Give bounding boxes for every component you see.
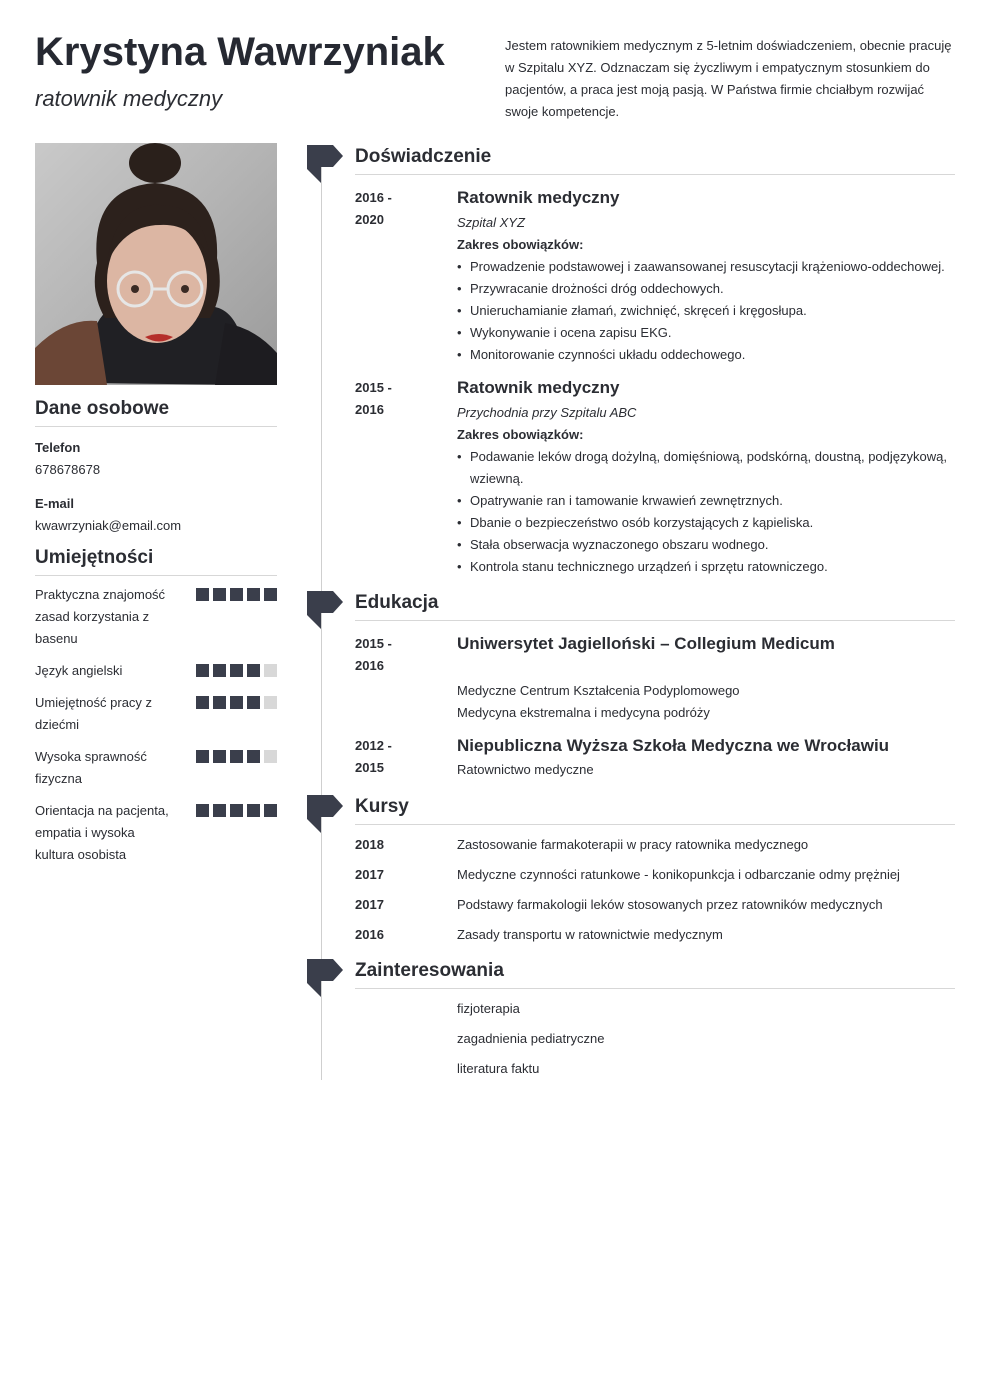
skill-level-filled <box>247 588 260 601</box>
skill-level-filled <box>230 804 243 817</box>
course-year: 2016 <box>355 927 384 942</box>
skills-section <box>35 547 277 876</box>
skill-level-empty <box>264 664 277 677</box>
skill-level-filled <box>247 750 260 763</box>
skill-level-filled <box>264 804 277 817</box>
skill-level-filled <box>213 696 226 709</box>
skill-level-filled <box>230 750 243 763</box>
experience-heading: Doświadczenie <box>355 146 955 175</box>
skill-item <box>35 692 277 736</box>
date-to: 2016 <box>355 658 384 673</box>
phone-label: Telefon <box>35 440 81 455</box>
education-heading: Edukacja <box>355 592 955 621</box>
duty-item: • Dbanie o bezpieczeństwo osób korzystających z kąpieliska. <box>457 512 955 534</box>
skill-level-filled <box>213 804 226 817</box>
skill-level-filled <box>230 696 243 709</box>
skill-level-filled <box>196 696 209 709</box>
interest-name: zagadnienia pediatryczne <box>457 1031 605 1046</box>
personal-data-heading: Dane osobowe <box>35 398 277 427</box>
duty-item: • Wykonywanie i ocena zapisu EKG. <box>457 322 955 344</box>
entry-date <box>355 633 425 677</box>
skill-level-filled <box>196 588 209 601</box>
interest-name: literatura faktu <box>457 1061 540 1076</box>
entry-date <box>355 377 425 421</box>
skill-level-empty <box>264 696 277 709</box>
skill-level-filled <box>213 664 226 677</box>
date-to: 2016 <box>355 402 384 417</box>
duties-list <box>457 446 955 578</box>
duty-item: • Prowadzenie podstawowej i zaawansowanej resuscytacji krążeniowo-oddechowej. <box>457 256 955 278</box>
skill-level-filled <box>247 804 260 817</box>
interests-heading: Zainteresowania <box>355 960 955 989</box>
skill-level <box>196 804 277 817</box>
phone-value: 678678678 <box>35 462 101 477</box>
email-value: kwawrzyniak@email.com <box>35 518 182 533</box>
skill-level <box>196 750 277 763</box>
skill-level-empty <box>264 750 277 763</box>
date-from: 2016 - <box>355 190 392 205</box>
skill-item <box>35 660 277 682</box>
date-to: 2020 <box>355 212 384 227</box>
duty-item: • Przywracanie drożności dróg oddechowych. <box>457 278 955 300</box>
skill-level-filled <box>264 588 277 601</box>
skill-level-filled <box>213 588 226 601</box>
duty-item: • Podawanie leków drogą dożylną, domięśniową, podskórną, doustną, podjęzykową, wziewną. <box>457 446 955 490</box>
education-detail: Ratownictwo medyczne <box>457 762 594 777</box>
candidate-name: Krystyna Wawrzyniak <box>35 30 445 74</box>
course-name: Medyczne czynności ratunkowe - konikopunkcja i odbarczanie odmy prężniej <box>457 867 900 882</box>
school-name: Niepubliczna Wyższa Szkoła Medyczna we Wrocławiu <box>457 736 890 755</box>
skill-name: Wysoka sprawność fizyczna <box>35 749 147 786</box>
date-from: 2012 - <box>355 738 392 753</box>
skill-name: Umiejętność pracy z dziećmi <box>35 695 153 732</box>
education-detail: Medycyna ekstremalna i medycyna podróży <box>457 705 710 720</box>
duty-item: • Kontrola stanu technicznego urządzeń i sprzętu ratowniczego. <box>457 556 955 578</box>
duties-label: Zakres obowiązków: <box>457 237 584 252</box>
skill-name: Orientacja na pacjenta, empatia i wysoka kultura osobista <box>35 803 169 862</box>
skill-level-filled <box>230 664 243 677</box>
course-year: 2017 <box>355 867 384 882</box>
entry-content <box>457 735 955 781</box>
duty-item: • Monitorowanie czynności układu oddechowego. <box>457 344 955 366</box>
entry-content <box>457 377 955 578</box>
date-from: 2015 - <box>355 380 392 395</box>
company-name: Przychodnia przy Szpitalu ABC <box>457 405 637 420</box>
duties-list <box>457 256 955 366</box>
interest-name: fizjoterapia <box>457 1001 520 1016</box>
skill-item <box>35 584 277 650</box>
duty-item: • Opatrywanie ran i tamowanie krwawień zewnętrznych. <box>457 490 955 512</box>
skill-name: Praktyczna znajomość zasad korzystania z basenu <box>35 587 166 646</box>
skill-level <box>196 696 277 709</box>
skill-name: Język angielski <box>35 663 123 678</box>
skill-level-filled <box>196 750 209 763</box>
skill-item <box>35 746 277 790</box>
section-flag-icon <box>307 145 343 183</box>
date-to: 2015 <box>355 760 384 775</box>
section-flag-icon <box>307 591 343 629</box>
course-year: 2018 <box>355 837 384 852</box>
course-year: 2017 <box>355 897 384 912</box>
education-detail: Medyczne Centrum Kształcenia Podyplomowego <box>457 683 740 698</box>
course-name: Zasady transportu w ratownictwie medycznym <box>457 927 723 942</box>
entry-date <box>355 735 425 779</box>
section-flag-icon <box>307 959 343 997</box>
position-title: Ratownik medyczny <box>457 378 620 397</box>
skill-level-filled <box>196 664 209 677</box>
skills-list <box>35 584 277 866</box>
entry-content <box>457 633 955 724</box>
skill-level-filled <box>247 696 260 709</box>
skill-level <box>196 664 277 677</box>
school-name: Uniwersytet Jagielloński – Collegium Medicum <box>457 634 835 653</box>
profile-summary: Jestem ratownikiem medycznym z 5-letnim doświadczeniem, obecnie pracuję w Szpitalu XYZ. Odznaczam się życzliwym i empatycznym stosunkiem do pacjentów, a praca jest moją pasją. W Państwa firmie chciałbym rozwijać swoje kompetencje. <box>505 38 952 119</box>
skill-level-filled <box>213 750 226 763</box>
duty-item: • Unieruchamianie złamań, zwichnięć, skręceń i kręgosłupa. <box>457 300 955 322</box>
section-flag-icon <box>307 795 343 833</box>
duty-item: • Stała obserwacja wyznaczonego obszaru wodnego. <box>457 534 955 556</box>
course-name: Podstawy farmakologii leków stosowanych przez ratowników medycznych <box>457 897 883 912</box>
profile-photo <box>35 143 277 385</box>
skill-level <box>196 588 277 601</box>
company-name: Szpital XYZ <box>457 215 525 230</box>
skills-heading: Umiejętności <box>35 547 277 576</box>
skill-item <box>35 800 277 866</box>
skill-level-filled <box>230 588 243 601</box>
course-name: Zastosowanie farmakoterapii w pracy ratownika medycznego <box>457 837 809 852</box>
email-label: E-mail <box>35 496 75 511</box>
duties-label: Zakres obowiązków: <box>457 427 584 442</box>
date-from: 2015 - <box>355 636 392 651</box>
position-title: Ratownik medyczny <box>457 188 620 207</box>
skill-level-filled <box>196 804 209 817</box>
courses-heading: Kursy <box>355 796 955 825</box>
skill-level-filled <box>247 664 260 677</box>
entry-content <box>457 187 955 366</box>
personal-data-section <box>35 398 277 537</box>
entry-date <box>355 187 425 231</box>
job-title: ratownik medyczny <box>35 86 223 111</box>
